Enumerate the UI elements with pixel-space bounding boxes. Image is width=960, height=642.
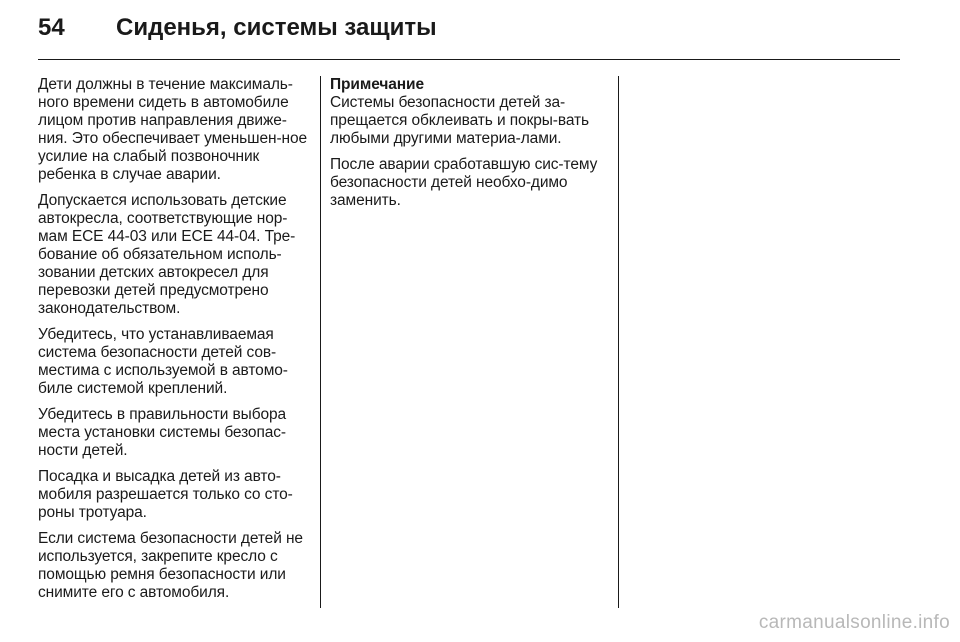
text-column-middle bbox=[330, 76, 602, 218]
paragraph: Убедитесь, что устанавливаемая система безопасности детей сов-местима с используемой в автомо-биле системой креплений. bbox=[38, 326, 288, 397]
paragraph: Посадка и высадка детей из авто-мобиля разрешается только со сто-роны тротуара. bbox=[38, 468, 293, 521]
text-column-left bbox=[38, 76, 310, 610]
column-divider bbox=[618, 76, 619, 608]
column-divider bbox=[320, 76, 321, 608]
paragraph: Если система безопасности детей не используется, закрепите кресло с помощью ремня безопасности или снимите его с автомобиля. bbox=[38, 530, 303, 601]
note-text: Системы безопасности детей за-прещается обклеивать и покры-вать любыми другими материа-лами. bbox=[330, 94, 589, 147]
watermark[interactable]: carmanualsonline.info bbox=[758, 612, 950, 633]
paragraph: Дети должны в течение максималь-ного времени сидеть в автомобиле лицом против направления движе-ния. Это обеспечивает уменьшен-ное усилие на слабый позвоночник ребенка в случае аварии. bbox=[38, 76, 308, 183]
header-rule bbox=[38, 59, 900, 60]
page-number: 54 bbox=[38, 14, 65, 41]
paragraph: После аварии сработавшую сис-тему безопасности детей необхо-димо заменить. bbox=[330, 156, 598, 209]
note-heading: Примечание bbox=[330, 76, 424, 93]
page-header bbox=[38, 14, 437, 54]
paragraph: Убедитесь в правильности выбора места установки системы безопас-ности детей. bbox=[38, 406, 287, 459]
paragraph: Допускается использовать детские автокресла, соответствующие нор-мам ЕСЕ 44-03 или ЕСЕ 44-04. Тре-бование об обязательном исполь-зовании детских автокресел для перевозки детей предусмотрено законодательством. bbox=[38, 192, 296, 317]
page-title: Сиденья, системы защиты bbox=[116, 14, 437, 41]
